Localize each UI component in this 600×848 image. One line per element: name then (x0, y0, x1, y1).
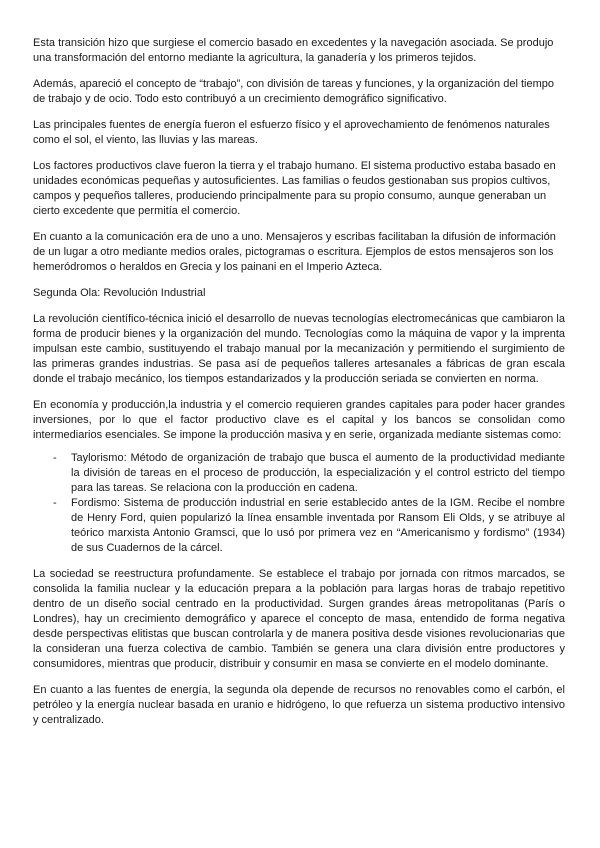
paragraph-communication: En cuanto a la comunicación era de uno a uno. Mensajeros y escribas facilitaban la difusión de información de un lugar a otro mediante medios orales, pictogramas o escritura. Ejemplos de estos mensajeros son los hemeródromos o heraldos en Grecia y los painani en el Imperio Azteca. (33, 231, 556, 273)
paragraph-trade-transition: Esta transición hizo que surgiese el comercio basado en excedentes y la navegación asociada. Se produjo una transformación del entorno mediante la agricultura, la ganadería y los primeros tejidos. (33, 37, 554, 64)
list-item-text: Taylorismo: Método de organización de trabajo que busca el aumento de la productividad mediante la división de tareas en el proceso de producción, la especialización y el control estricto del tiempo para las tareas. Se relaciona con la producción en cadena. (71, 452, 565, 494)
production-systems-list (33, 451, 565, 556)
paragraph-energy-sources: Las principales fuentes de energía fueron el esfuerzo físico y el aprovechamiento de fenómenos naturales como el sol, el viento, las lluvias y las mareas. (33, 119, 550, 146)
paragraph-society: La sociedad se reestructura profundamente. Se establece el trabajo por jornada con ritmos marcados, se consolida la familia nuclear y la educación prepara a la población para largas horas de trabajo repetitivo dentro de un diseño social centrado en la productividad. Surgen grandes áreas metropolitanas (París o Londres), hay un crecimiento demográfico y aparece el concepto de masa, entendido de forma negativa desde perspectivas elitistas que buscan controlarla y de manera positiva desde visiones revolucionarias que la consideran una fuerza colectiva de cambio. También se genera una clara división entre productores y consumidores, mientras que producir, distribuir y consumir en masa se convierte en el modelo dominante. (33, 568, 565, 670)
section-heading: Segunda Ola: Revolución Industrial (33, 287, 206, 299)
paragraph-productive-factors: Los factores productivos clave fueron la tierra y el trabajo humano. El sistema productivo estaba basado en unidades económicas pequeñas y autosuficientes. Las familias o feudos gestionaban sus propios cultivos, campos y pequeños talleres, produciendo principalmente para su propio consumo, aunque generaban un cierto excedente que permitía el comercio. (33, 160, 556, 217)
list-item-fordismo (33, 496, 565, 556)
paragraph-second-wave-energy: En cuanto a las fuentes de energía, la segunda ola depende de recursos no renovables como el carbón, el petróleo y la energía nuclear basada en uranio e hidrógeno, lo que refuerza un sistema productivo intensivo y centralizado. (33, 684, 565, 726)
bullet-dash: - (53, 497, 57, 509)
document-page (33, 36, 565, 739)
bullet-dash: - (53, 452, 57, 464)
paragraph-industrial-revolution: La revolución científico-técnica inició el desarrollo de nuevas tecnologías electromecánicas que cambiaron la forma de producir bienes y la organización del mundo. Tecnologías como la máquina de vapor y la imprenta impulsan este cambio, sustituyendo el trabajo manual por la mecanización y permitiendo el surgimiento de las primeras grandes industrias. Se pasa así de pequeños talleres artesanales a fábricas de gran escala donde el trabajo mecánico, los tiempos estandarizados y la producción seriada se convierten en norma. (33, 313, 565, 385)
list-item-text: Fordismo: Sistema de producción industrial en serie establecido antes de la IGM. Recibe el nombre de Henry Ford, quien popularizó la línea ensamble inventada por Ransom Eli Olds, y se atribuye al teórico marxista Antonio Gramsci, que lo usó por primera vez en “Americanismo y fordismo” (1934) de sus Cuadernos de la cárcel. (71, 497, 565, 554)
paragraph-economy-production: En economía y producción,la industria y el comercio requieren grandes capitales para poder hacer grandes inversiones, por lo que el factor productivo clave es el capital y los bancos se consolidan como intermediarios esenciales. Se impone la producción masiva y en serie, organizada mediante sistemas como: (33, 399, 565, 441)
paragraph-work-concept: Además, apareció el concepto de “trabajo”, con división de tareas y funciones, y la organización del tiempo de trabajo y de ocio. Todo esto contribuyó a un crecimiento demográfico significativo. (33, 78, 554, 105)
list-item-taylorismo (33, 451, 565, 496)
